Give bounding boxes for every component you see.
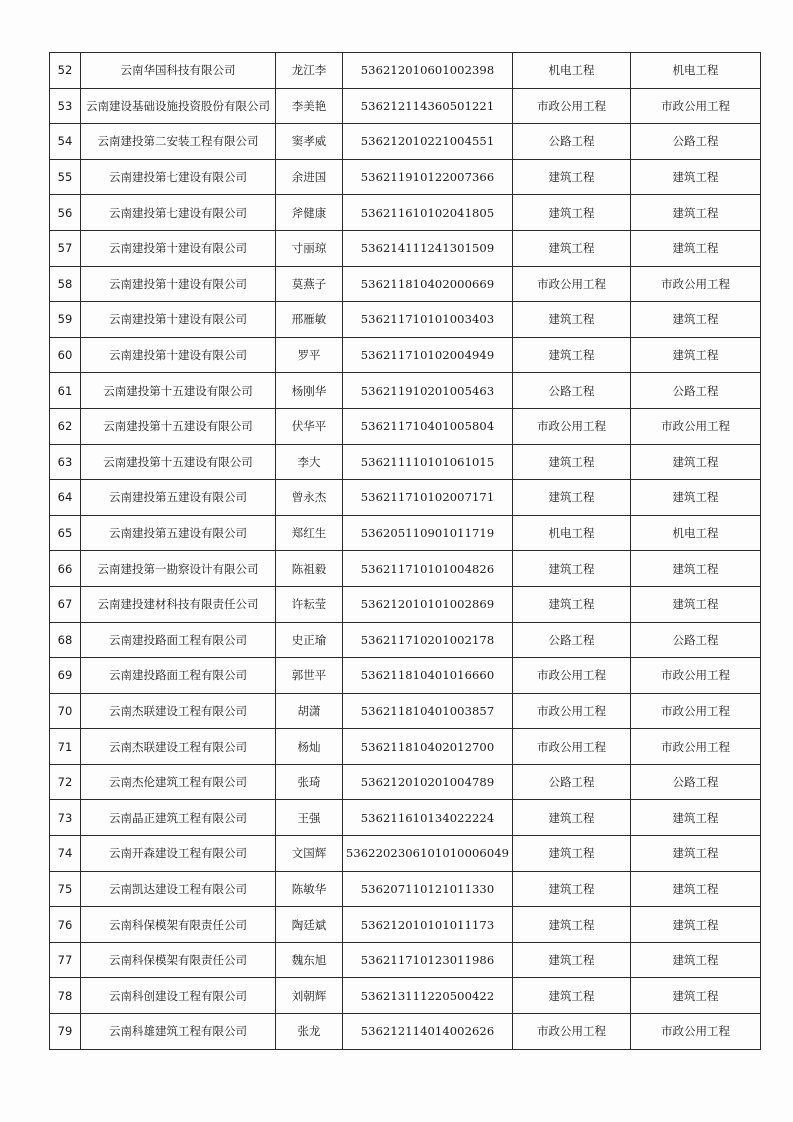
row-number: 78 — [50, 978, 81, 1014]
row-number: 59 — [50, 302, 81, 338]
company-name: 云南建投第七建设有限公司 — [81, 195, 276, 231]
row-number: 65 — [50, 515, 81, 551]
person-name: 刘朝辉 — [276, 978, 343, 1014]
company-name: 云南建投第十五建设有限公司 — [81, 373, 276, 409]
applied-major: 建筑工程 — [631, 195, 761, 231]
registered-major: 建筑工程 — [513, 159, 631, 195]
certificate-number: 536211710401005804 — [343, 408, 513, 444]
person-name: 邢雁敏 — [276, 302, 343, 338]
table-row — [50, 88, 761, 124]
company-name: 云南科雄建筑工程有限公司 — [81, 1014, 276, 1050]
applied-major: 建筑工程 — [631, 586, 761, 622]
certificate-number: 536214111241301509 — [343, 230, 513, 266]
table-row — [50, 302, 761, 338]
certificate-number: 536211910201005463 — [343, 373, 513, 409]
certificate-number: 536211710102004949 — [343, 337, 513, 373]
company-name: 云南建投路面工程有限公司 — [81, 658, 276, 694]
certificate-number: 536212010101011173 — [343, 907, 513, 943]
person-name: 王强 — [276, 800, 343, 836]
table-row — [50, 978, 761, 1014]
row-number: 70 — [50, 693, 81, 729]
table-row — [50, 622, 761, 658]
registered-major: 公路工程 — [513, 622, 631, 658]
person-name: 李美艳 — [276, 88, 343, 124]
table-row — [50, 729, 761, 765]
registered-major: 建筑工程 — [513, 871, 631, 907]
applied-major: 公路工程 — [631, 124, 761, 160]
company-name: 云南建设基础设施投资股份有限公司 — [81, 88, 276, 124]
certificate-number: 536211610134022224 — [343, 800, 513, 836]
applied-major: 建筑工程 — [631, 942, 761, 978]
company-name: 云南建投第十建设有限公司 — [81, 230, 276, 266]
table-row — [50, 586, 761, 622]
person-name: 杨刚华 — [276, 373, 343, 409]
registered-major: 建筑工程 — [513, 836, 631, 872]
certificate-number: 536212114014002626 — [343, 1014, 513, 1050]
company-name: 云南建投第十建设有限公司 — [81, 266, 276, 302]
applied-major: 市政公用工程 — [631, 729, 761, 765]
person-name: 陈敏华 — [276, 871, 343, 907]
table-row — [50, 658, 761, 694]
certificate-number: 536211810401003857 — [343, 693, 513, 729]
row-number: 73 — [50, 800, 81, 836]
person-name: 余进国 — [276, 159, 343, 195]
table-row — [50, 836, 761, 872]
table-row — [50, 444, 761, 480]
row-number: 56 — [50, 195, 81, 231]
person-name: 胡潇 — [276, 693, 343, 729]
person-name: 寸丽琼 — [276, 230, 343, 266]
applied-major: 市政公用工程 — [631, 408, 761, 444]
certificate-number: 5362202306101010006049 — [343, 836, 513, 872]
registered-major: 建筑工程 — [513, 230, 631, 266]
person-name: 张琦 — [276, 764, 343, 800]
registered-major: 建筑工程 — [513, 195, 631, 231]
company-name: 云南建投第五建设有限公司 — [81, 515, 276, 551]
company-name: 云南杰伦建筑工程有限公司 — [81, 764, 276, 800]
table-row — [50, 159, 761, 195]
row-number: 64 — [50, 480, 81, 516]
registered-major: 建筑工程 — [513, 302, 631, 338]
registered-major: 建筑工程 — [513, 942, 631, 978]
row-number: 69 — [50, 658, 81, 694]
registered-major: 公路工程 — [513, 373, 631, 409]
table-row — [50, 907, 761, 943]
certificate-number: 536211710101004826 — [343, 551, 513, 587]
certificate-number: 536205110901011719 — [343, 515, 513, 551]
company-name: 云南建投第十建设有限公司 — [81, 302, 276, 338]
person-name: 郭世平 — [276, 658, 343, 694]
row-number: 63 — [50, 444, 81, 480]
certificate-number: 536211710102007171 — [343, 480, 513, 516]
registered-major: 公路工程 — [513, 124, 631, 160]
person-name: 李大 — [276, 444, 343, 480]
row-number: 77 — [50, 942, 81, 978]
table-row — [50, 1014, 761, 1050]
certificate-number: 536211810402012700 — [343, 729, 513, 765]
applied-major: 公路工程 — [631, 764, 761, 800]
company-name: 云南建投第十五建设有限公司 — [81, 408, 276, 444]
certificate-number: 536207110121011330 — [343, 871, 513, 907]
person-name: 张龙 — [276, 1014, 343, 1050]
registered-major: 建筑工程 — [513, 800, 631, 836]
registered-major: 建筑工程 — [513, 444, 631, 480]
row-number: 74 — [50, 836, 81, 872]
certificate-number: 536211910122007366 — [343, 159, 513, 195]
certificate-number: 536212010101002869 — [343, 586, 513, 622]
person-name: 许耘莹 — [276, 586, 343, 622]
registered-major: 建筑工程 — [513, 978, 631, 1014]
registered-major: 建筑工程 — [513, 480, 631, 516]
company-name: 云南建投第十建设有限公司 — [81, 337, 276, 373]
table-row — [50, 800, 761, 836]
person-name: 罗平 — [276, 337, 343, 373]
table-row — [50, 764, 761, 800]
table-body — [50, 53, 761, 1050]
table-row — [50, 871, 761, 907]
company-name: 云南晶正建筑工程有限公司 — [81, 800, 276, 836]
row-number: 52 — [50, 53, 81, 89]
company-name: 云南凯达建设工程有限公司 — [81, 871, 276, 907]
row-number: 57 — [50, 230, 81, 266]
company-name: 云南杰联建设工程有限公司 — [81, 693, 276, 729]
applied-major: 建筑工程 — [631, 480, 761, 516]
applied-major: 市政公用工程 — [631, 658, 761, 694]
applied-major: 建筑工程 — [631, 800, 761, 836]
registered-major: 市政公用工程 — [513, 266, 631, 302]
applied-major: 建筑工程 — [631, 551, 761, 587]
table-row — [50, 408, 761, 444]
certificate-number: 536211710101003403 — [343, 302, 513, 338]
certificate-number: 536211710201002178 — [343, 622, 513, 658]
applied-major: 机电工程 — [631, 515, 761, 551]
company-name: 云南建投第一勘察设计有限公司 — [81, 551, 276, 587]
personnel-table — [49, 52, 761, 1050]
person-name: 郑红生 — [276, 515, 343, 551]
applied-major: 建筑工程 — [631, 337, 761, 373]
table-row — [50, 515, 761, 551]
applied-major: 公路工程 — [631, 373, 761, 409]
person-name: 文国辉 — [276, 836, 343, 872]
applied-major: 市政公用工程 — [631, 266, 761, 302]
row-number: 76 — [50, 907, 81, 943]
table-row — [50, 693, 761, 729]
certificate-number: 536212114360501221 — [343, 88, 513, 124]
person-name: 陶廷斌 — [276, 907, 343, 943]
certificate-number: 536212010221004551 — [343, 124, 513, 160]
applied-major: 建筑工程 — [631, 871, 761, 907]
applied-major: 建筑工程 — [631, 836, 761, 872]
registered-major: 建筑工程 — [513, 551, 631, 587]
applied-major: 公路工程 — [631, 622, 761, 658]
person-name: 陈祖毅 — [276, 551, 343, 587]
applied-major: 建筑工程 — [631, 159, 761, 195]
table-row — [50, 266, 761, 302]
registered-major: 市政公用工程 — [513, 693, 631, 729]
applied-major: 市政公用工程 — [631, 693, 761, 729]
applied-major: 建筑工程 — [631, 978, 761, 1014]
person-name: 龙江李 — [276, 53, 343, 89]
registered-major: 机电工程 — [513, 53, 631, 89]
applied-major: 机电工程 — [631, 53, 761, 89]
company-name: 云南建投第五建设有限公司 — [81, 480, 276, 516]
applied-major: 建筑工程 — [631, 907, 761, 943]
registered-major: 公路工程 — [513, 764, 631, 800]
person-name: 莫燕子 — [276, 266, 343, 302]
registered-major: 机电工程 — [513, 515, 631, 551]
registered-major: 市政公用工程 — [513, 1014, 631, 1050]
certificate-number: 536213111220500422 — [343, 978, 513, 1014]
registered-major: 建筑工程 — [513, 907, 631, 943]
certificate-number: 536212010201004789 — [343, 764, 513, 800]
person-name: 史正瑜 — [276, 622, 343, 658]
registered-major: 市政公用工程 — [513, 658, 631, 694]
row-number: 75 — [50, 871, 81, 907]
registered-major: 市政公用工程 — [513, 729, 631, 765]
registered-major: 建筑工程 — [513, 337, 631, 373]
row-number: 53 — [50, 88, 81, 124]
company-name: 云南华国科技有限公司 — [81, 53, 276, 89]
row-number: 58 — [50, 266, 81, 302]
person-name: 杨灿 — [276, 729, 343, 765]
row-number: 54 — [50, 124, 81, 160]
row-number: 68 — [50, 622, 81, 658]
certificate-number: 536211610102041805 — [343, 195, 513, 231]
company-name: 云南建投第十五建设有限公司 — [81, 444, 276, 480]
company-name: 云南建投第二安装工程有限公司 — [81, 124, 276, 160]
row-number: 67 — [50, 586, 81, 622]
company-name: 云南建投路面工程有限公司 — [81, 622, 276, 658]
row-number: 71 — [50, 729, 81, 765]
table-row — [50, 942, 761, 978]
table-row — [50, 53, 761, 89]
company-name: 云南杰联建设工程有限公司 — [81, 729, 276, 765]
person-name: 斧健康 — [276, 195, 343, 231]
certificate-number: 536211810401016660 — [343, 658, 513, 694]
applied-major: 建筑工程 — [631, 302, 761, 338]
certificate-number: 536211810402000669 — [343, 266, 513, 302]
table-row — [50, 124, 761, 160]
company-name: 云南建投建材科技有限责任公司 — [81, 586, 276, 622]
row-number: 60 — [50, 337, 81, 373]
applied-major: 建筑工程 — [631, 230, 761, 266]
registered-major: 市政公用工程 — [513, 408, 631, 444]
company-name: 云南科创建设工程有限公司 — [81, 978, 276, 1014]
certificate-number: 536212010601002398 — [343, 53, 513, 89]
company-name: 云南科保模架有限责任公司 — [81, 942, 276, 978]
table-row — [50, 373, 761, 409]
company-name: 云南建投第七建设有限公司 — [81, 159, 276, 195]
certificate-number: 536211110101061015 — [343, 444, 513, 480]
table-row — [50, 337, 761, 373]
row-number: 61 — [50, 373, 81, 409]
registered-major: 市政公用工程 — [513, 88, 631, 124]
table-row — [50, 195, 761, 231]
registered-major: 建筑工程 — [513, 586, 631, 622]
row-number: 79 — [50, 1014, 81, 1050]
row-number: 66 — [50, 551, 81, 587]
applied-major: 建筑工程 — [631, 444, 761, 480]
table-row — [50, 230, 761, 266]
table-row — [50, 480, 761, 516]
row-number: 62 — [50, 408, 81, 444]
person-name: 魏东旭 — [276, 942, 343, 978]
row-number: 55 — [50, 159, 81, 195]
row-number: 72 — [50, 764, 81, 800]
company-name: 云南开森建设工程有限公司 — [81, 836, 276, 872]
person-name: 曾永杰 — [276, 480, 343, 516]
person-name: 窦孝威 — [276, 124, 343, 160]
applied-major: 市政公用工程 — [631, 88, 761, 124]
person-name: 伏华平 — [276, 408, 343, 444]
applied-major: 市政公用工程 — [631, 1014, 761, 1050]
company-name: 云南科保模架有限责任公司 — [81, 907, 276, 943]
table-row — [50, 551, 761, 587]
certificate-number: 536211710123011986 — [343, 942, 513, 978]
